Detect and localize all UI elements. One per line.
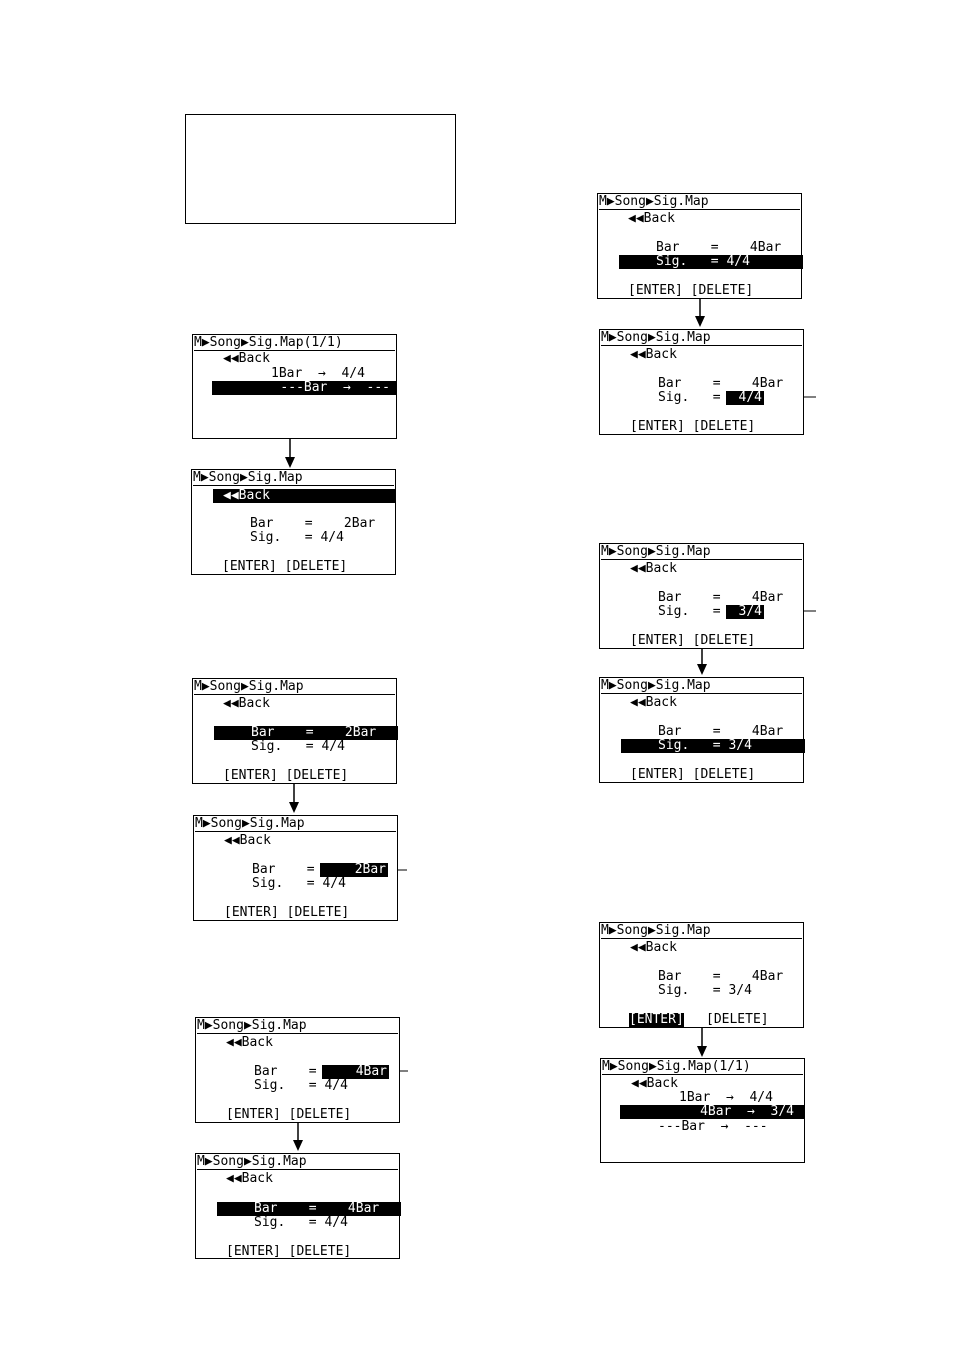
bar-field[interactable]: Bar = 4Bar	[656, 240, 782, 255]
sig-field[interactable]: Sig. = 4/4	[254, 1215, 348, 1230]
bar-field-selected[interactable]: Bar = 2Bar	[214, 726, 398, 740]
sig-field[interactable]: Sig. = 4/4	[254, 1078, 348, 1093]
screen-title: M▶Song▶Sig.Map	[601, 679, 802, 694]
map-row-2-selected[interactable]: 4Bar → 3/4	[620, 1105, 804, 1119]
back-item[interactable]: ◀◀Back	[226, 1171, 273, 1186]
lcd-screen-e1	[599, 543, 804, 649]
lcd-screen-a1	[192, 334, 397, 439]
screen-title: M▶Song▶Sig.Map	[195, 817, 396, 832]
lcd-screen-b2	[193, 815, 398, 921]
footer-buttons[interactable]: [ENTER] [DELETE]	[224, 905, 350, 920]
sig-field-selected[interactable]: Sig. = 4/4	[619, 255, 803, 269]
bar-field[interactable]: Bar = 4Bar	[658, 376, 784, 391]
sig-label: Sig. =	[658, 390, 721, 405]
sig-field-selected[interactable]: Sig. = 3/4	[621, 739, 805, 753]
screen-title: M▶Song▶Sig.Map	[599, 195, 800, 210]
map-row-1[interactable]: 1Bar → 4/4	[679, 1090, 773, 1105]
lcd-screen-d2	[599, 329, 804, 435]
footer-buttons[interactable]: [ENTER] [DELETE]	[630, 419, 756, 434]
screen-title: M▶Song▶Sig.Map	[601, 924, 802, 939]
footer-buttons[interactable]: [ENTER] [DELETE]	[630, 767, 756, 782]
back-item[interactable]: ◀◀Back	[226, 1035, 273, 1050]
map-row-1[interactable]: 1Bar → 4/4	[271, 366, 365, 381]
sig-field[interactable]: Sig. = 4/4	[251, 739, 345, 754]
lcd-screen-c1	[195, 1017, 400, 1123]
sig-field[interactable]: Sig. = 4/4	[252, 876, 346, 891]
back-item[interactable]: ◀◀Back	[628, 211, 675, 226]
screen-title: M▶Song▶Sig.Map	[601, 331, 802, 346]
bar-field[interactable]: Bar = 4Bar	[658, 590, 784, 605]
lcd-screen-a2	[191, 469, 396, 575]
screen-title: M▶Song▶Sig.Map	[197, 1019, 398, 1034]
bar-label: Bar =	[252, 862, 315, 877]
sig-field[interactable]: Sig. = 4/4	[250, 530, 344, 545]
bar-field[interactable]: Bar = 4Bar	[658, 724, 784, 739]
footer-buttons[interactable]: [ENTER] [DELETE]	[226, 1244, 352, 1259]
bar-field[interactable]: Bar = 4Bar	[658, 969, 784, 984]
back-item[interactable]: ◀◀Back	[224, 833, 271, 848]
footer-buttons[interactable]: [ENTER] [DELETE]	[630, 633, 756, 648]
back-item[interactable]: ◀◀Back	[630, 695, 677, 710]
bar-field-selected[interactable]: Bar = 4Bar	[217, 1202, 401, 1216]
sig-value-editing[interactable]: 4/4	[726, 391, 764, 405]
footer-buttons[interactable]: [ENTER] [DELETE]	[223, 768, 349, 783]
screen-title: M▶Song▶Sig.Map	[194, 680, 395, 695]
bar-field[interactable]: Bar = 2Bar	[250, 516, 376, 531]
lcd-screen-c2	[195, 1153, 400, 1259]
back-item[interactable]: ◀◀Back	[630, 347, 677, 362]
screen-title: M▶Song▶Sig.Map	[197, 1155, 398, 1170]
bar-value-editing[interactable]: 4Bar	[322, 1065, 389, 1079]
back-item[interactable]: ◀◀Back	[223, 351, 270, 366]
back-item[interactable]: ◀◀Back	[630, 940, 677, 955]
lcd-screen-d1	[597, 193, 802, 299]
screen-title: M▶Song▶Sig.Map	[193, 471, 394, 486]
bar-label: Bar =	[254, 1064, 317, 1079]
back-item-selected[interactable]: ◀◀Back	[213, 489, 395, 503]
map-row-3[interactable]: ---Bar → ---	[658, 1119, 768, 1134]
back-item[interactable]: ◀◀Back	[631, 1076, 678, 1091]
sig-label: Sig. =	[658, 604, 721, 619]
screen-title: M▶Song▶Sig.Map(1/1)	[194, 336, 395, 351]
bar-value-editing[interactable]: 2Bar	[320, 863, 388, 877]
footer-buttons[interactable]: [ENTER] [DELETE]	[226, 1107, 352, 1122]
screen-title: M▶Song▶Sig.Map	[601, 545, 802, 560]
sig-value-editing[interactable]: 3/4	[726, 605, 764, 619]
lcd-screen-e2	[599, 677, 804, 783]
lcd-screen-f1	[599, 922, 804, 1028]
back-item[interactable]: ◀◀Back	[630, 561, 677, 576]
footer-buttons[interactable]: [ENTER] [DELETE]	[628, 283, 754, 298]
sig-field[interactable]: Sig. = 3/4	[658, 983, 752, 998]
lcd-screen-f2	[600, 1058, 805, 1163]
screen-title: M▶Song▶Sig.Map(1/1)	[602, 1060, 803, 1075]
map-row-2-selected[interactable]: ---Bar → ---	[212, 381, 396, 395]
delete-button[interactable]: [DELETE]	[706, 1012, 769, 1027]
lcd-screen-b1	[192, 678, 397, 784]
enter-button-selected[interactable]: [ENTER]	[629, 1012, 684, 1027]
footer-buttons[interactable]: [ENTER] [DELETE]	[222, 559, 348, 574]
back-item[interactable]: ◀◀Back	[223, 696, 270, 711]
